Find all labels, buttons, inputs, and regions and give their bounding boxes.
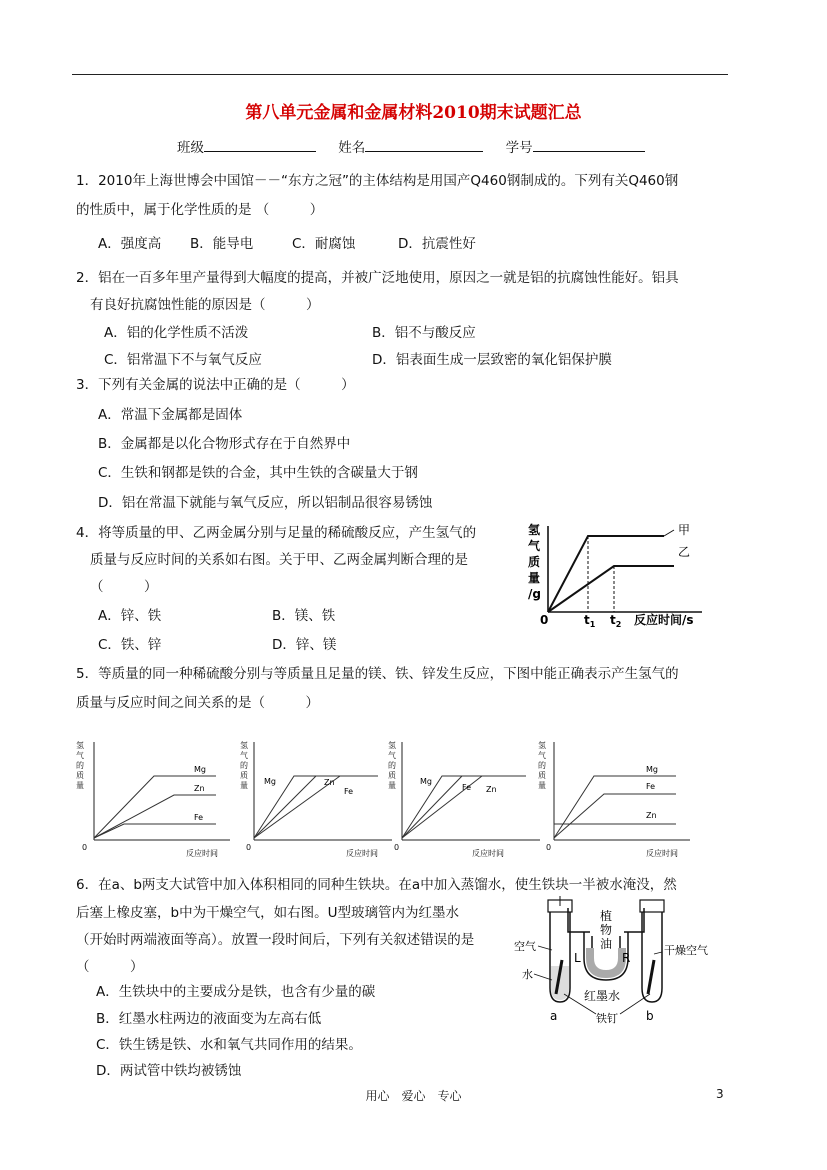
q6-option-c: C．铁生锈是铁、水和氧气共同作用的结果。 xyxy=(96,1037,362,1053)
iron-nail-b xyxy=(648,960,654,994)
q5-b-label-fe: Fe xyxy=(344,787,354,796)
q4-ylabel-5: /g xyxy=(528,587,541,601)
page-number: 3 xyxy=(716,1087,724,1101)
q5-b-origin: 0 xyxy=(246,843,252,852)
q4-option-b: B．镁、铁 xyxy=(272,608,336,624)
q5-graphs xyxy=(70,732,750,862)
class-label: 班级 xyxy=(177,140,204,156)
q2-stem-1: 2．铝在一百多年里产量得到大幅度的提高，并被广泛地使用，原因之一就是铝的抗腐蚀性能好。铝具 xyxy=(76,270,679,286)
q6-stem-3: （开始时两端液面等高）。放置一段时间后，下列有关叙述错误的是 xyxy=(76,932,475,948)
q3-option-a: A．常温下金属都是固体 xyxy=(98,407,243,423)
q5-b-ylabel-2: 气 xyxy=(240,751,248,760)
q5-stem-2: 质量与反应时间之间关系的是（ ） xyxy=(76,695,319,711)
q5-d-label-fe: Fe xyxy=(646,782,656,791)
q1-option-a: A．强度高 xyxy=(98,236,162,252)
q2-option-b: B．铝不与酸反应 xyxy=(372,325,476,341)
student-info-row xyxy=(177,137,645,157)
q5-a-ylabel-2: 气 xyxy=(76,751,84,760)
q5-graph-c xyxy=(402,742,540,840)
q4-label-jia: 甲 xyxy=(678,523,691,537)
q5-graph-a xyxy=(94,742,230,840)
q5-b-ylabel-1: 氢 xyxy=(240,741,248,750)
q5-b-ylabel-5: 量 xyxy=(240,781,248,790)
label-b: b xyxy=(646,1009,654,1023)
q5-a-label-mg: Mg xyxy=(194,765,206,774)
q5-c-xlabel: 反应时间 xyxy=(472,849,504,858)
q5-c-origin: 0 xyxy=(394,843,400,852)
q4-label-yi: 乙 xyxy=(678,545,691,559)
q4-graph xyxy=(524,520,724,630)
page-title: 第八单元金属和金属材料2010期末试题汇总 xyxy=(245,103,582,123)
q5-d-label-mg: Mg xyxy=(646,765,658,774)
q5-stem-1: 5．等质量的同一种稀硫酸分别与等质量且足量的镁、铁、锌发生反应，下图中能正确表示产生氢气的 xyxy=(76,666,679,682)
q5-a-ylabel-5: 量 xyxy=(76,781,84,790)
name-label: 姓名 xyxy=(338,140,366,156)
q1-option-c: C．耐腐蚀 xyxy=(292,236,356,252)
q5-a-ylabel-4: 质 xyxy=(76,771,84,780)
label-oil-1: 植 xyxy=(600,909,613,923)
q4-stem-1: 4．将等质量的甲、乙两金属分别与足量的稀硫酸反应，产生氢气的 xyxy=(76,525,477,541)
q5-c-ylabel-1: 氢 xyxy=(388,741,396,750)
label-oil-3: 油 xyxy=(600,937,613,951)
header-rule xyxy=(72,74,728,75)
id-field[interactable] xyxy=(533,137,645,152)
q5-a-ylabel-3: 的 xyxy=(76,761,84,770)
q4-series-yi xyxy=(548,566,674,612)
q5-a-label-zn: Zn xyxy=(194,784,205,793)
q5-d-ylabel-5: 量 xyxy=(538,781,546,790)
q5-c-label-zn: Zn xyxy=(486,785,497,794)
q1-option-b: B．能导电 xyxy=(190,236,254,252)
q4-ylabel-2: 气 xyxy=(528,539,541,553)
q5-b-xlabel: 反应时间 xyxy=(346,849,378,858)
q6-option-b: B．红墨水柱两边的液面变为左高右低 xyxy=(96,1011,322,1027)
q6-apparatus-diagram xyxy=(512,896,722,1026)
q4-stem-2: 质量与反应时间的关系如右图。关于甲、乙两金属判断合理的是 xyxy=(90,552,468,568)
q5-b-ylabel-4: 质 xyxy=(240,771,248,780)
q5-a-origin: 0 xyxy=(82,843,88,852)
q5-b-label-mg: Mg xyxy=(264,777,276,786)
q6-option-a: A．生铁块中的主要成分是铁，也含有少量的碳 xyxy=(96,984,376,1000)
q4-option-c: C．铁、锌 xyxy=(98,637,162,653)
label-dry-air: 干燥空气 xyxy=(664,944,708,957)
q5-b-label-zn: Zn xyxy=(324,778,335,787)
q5-d-ylabel-4: 质 xyxy=(538,771,546,780)
q5-d-ylabel-1: 氢 xyxy=(538,741,546,750)
q1-stem-1: 1．2010年上海世博会中国馆－－“东方之冠”的主体结构是用国产Q460钢制成的。下列有关Q460钢 xyxy=(76,173,679,189)
q4-t1: $t_1$ xyxy=(584,613,596,629)
q5-graph-b xyxy=(254,742,392,840)
q4-origin: 0 xyxy=(540,613,549,627)
label-air: 空气 xyxy=(514,940,536,953)
q6-stem-1: 6．在a、b两支大试管中加入体积相同的同种生铁块。在a中加入蒸馏水，使生铁块一半被水淹没，然 xyxy=(76,877,677,893)
label-oil-2: 物 xyxy=(600,923,613,937)
q3-option-b: B．金属都是以化合物形式存在于自然界中 xyxy=(98,436,351,452)
label-water: 水 xyxy=(522,968,533,981)
label-r: R xyxy=(622,951,631,965)
q3-option-d: D．铝在常温下就能与氧气反应，所以铝制品很容易锈蚀 xyxy=(98,495,433,511)
q1-option-d: D．抗震性好 xyxy=(398,236,476,252)
q4-ylabel-4: 量 xyxy=(528,571,541,585)
q4-t2: $t_2$ xyxy=(610,613,622,629)
footer-motto: 用心 爱心 专心 xyxy=(365,1089,462,1103)
q1-stem-2: 的性质中，属于化学性质的是 （ ） xyxy=(76,202,324,218)
q2-option-c: C．铝常温下不与氧气反应 xyxy=(104,352,262,368)
q4-ylabel-1: 氢 xyxy=(528,523,541,537)
label-red-ink: 红墨水 xyxy=(584,989,621,1003)
q5-a-ylabel-1: 氢 xyxy=(76,741,84,750)
q5-a-xlabel: 反应时间 xyxy=(186,849,218,858)
q5-c-ylabel-3: 的 xyxy=(388,761,396,770)
q4-xlabel: 反应时间/s xyxy=(634,613,694,627)
q5-b-ylabel-3: 的 xyxy=(240,761,248,770)
q5-d-ylabel-3: 的 xyxy=(538,761,546,770)
q6-stem-4: （ ） xyxy=(76,959,144,975)
q5-c-ylabel-5: 量 xyxy=(388,781,396,790)
q5-c-ylabel-2: 气 xyxy=(388,751,396,760)
name-field[interactable] xyxy=(365,137,483,152)
q4-stem-3: （ ） xyxy=(90,579,158,595)
q5-d-label-zn: Zn xyxy=(646,811,657,820)
q5-c-label-mg: Mg xyxy=(420,777,432,786)
q5-d-xlabel: 反应时间 xyxy=(646,849,678,858)
q5-c-ylabel-4: 质 xyxy=(388,771,396,780)
q3-option-c: C．生铁和钢都是铁的合金，其中生铁的含碳量大于钢 xyxy=(98,465,418,481)
q5-c-label-fe: Fe xyxy=(462,783,472,792)
q5-a-label-fe: Fe xyxy=(194,813,204,822)
q3-stem: 3．下列有关金属的说法中正确的是（ ） xyxy=(76,377,355,393)
q6-stem-2: 后塞上橡皮塞，b中为干燥空气，如右图。U型玻璃管内为红墨水 xyxy=(76,905,459,921)
q2-stem-2: 有良好抗腐蚀性能的原因是（ ） xyxy=(90,297,320,313)
class-field[interactable] xyxy=(204,137,316,152)
q5-d-ylabel-2: 气 xyxy=(538,751,546,760)
q4-option-a: A．锌、铁 xyxy=(98,608,162,624)
q4-option-d: D．锌、镁 xyxy=(272,637,337,653)
q2-option-d: D．铝表面生成一层致密的氧化铝保护膜 xyxy=(372,352,612,368)
q6-option-d: D．两试管中铁均被锈蚀 xyxy=(96,1063,242,1079)
label-nail: 铁钉 xyxy=(596,1012,618,1025)
red-ink xyxy=(586,948,626,978)
q5-d-origin: 0 xyxy=(546,843,552,852)
id-label: 学号 xyxy=(505,140,533,156)
q4-ylabel-3: 质 xyxy=(528,555,541,569)
q2-option-a: A．铝的化学性质不活泼 xyxy=(104,325,249,341)
label-l: L xyxy=(574,951,581,965)
q5-graph-d xyxy=(554,742,690,840)
label-a: a xyxy=(550,1009,558,1023)
